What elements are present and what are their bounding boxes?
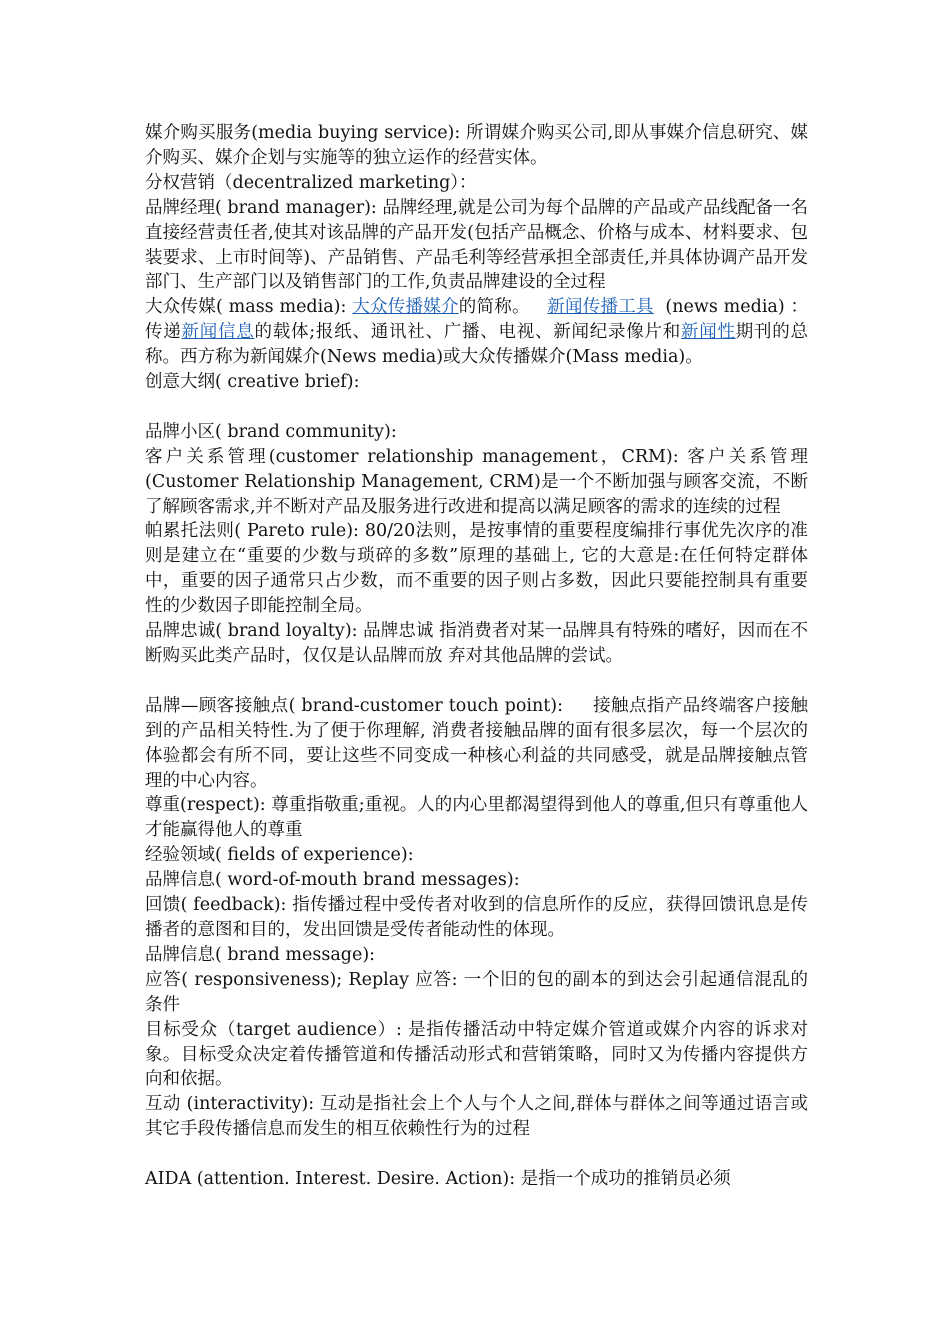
term-brand-loyalty: 品牌忠诚( brand loyalty): 品牌忠诚 指消费者对某一品牌具有特殊的嗜好，因而在不断购买此类产品时，仅仅是认品牌而放 弃对其他品牌的尝试。 — [145, 621, 808, 667]
mass-media-text-b: 的简称。 — [458, 297, 548, 318]
term-brand-customer-touch-point: 品牌—顾客接触点( brand-customer touch point): 接触点指产品终端客户接触到的产品相关特性.为了便于你理解, 消费者接触品牌的面有很多层次，每一个层次的体验都会有所不同，要让这些不同变成一种核心利益的共同感受，就是品牌接触点管理的中心内容。 — [145, 695, 808, 791]
term-word-of-mouth-brand-messages: 品牌信息( word-of-mouth brand messages): — [145, 870, 520, 891]
mass-media-text-e: 期刊的总称。西方称为新闻媒介(News media)或大众传播媒介(Mass media)。 — [145, 322, 809, 368]
term-fields-of-experience: 经验领域( fields of experience): — [145, 845, 414, 866]
link-mass-communication-media[interactable]: 大众传播媒介 — [352, 297, 459, 318]
blank-line — [145, 1142, 808, 1167]
blank-line — [145, 395, 808, 420]
term-brand-message: 品牌信息( brand message): — [145, 944, 376, 965]
link-newsworthiness[interactable]: 新闻性 — [681, 322, 736, 343]
link-news-information[interactable]: 新闻信息 — [181, 322, 255, 343]
mass-media-text-c: (news media) ：传递 — [145, 297, 808, 343]
term-aida: AIDA (attention. Interest. Desire. Action): 是指一个成功的推销员必须 — [145, 1169, 731, 1190]
term-brand-manager: 品牌经理( brand manager): 品牌经理,就是公司为每个品牌的产品或产品线配备一名直接经营责任者,使其对该品牌的产品开发(包括产品概念、价格与成本、材料要求、包装要求、上市时间等)、产品销售、产品毛利等经营承担全部责任,并具体协调产品开发部门、生产部门以及销售部门的工作,负责品牌建设的全过程 — [145, 197, 808, 293]
term-pareto-rule: 帕累托法则( Pareto rule): 80/20法则，是按事情的重要程度编排行事优先次序的准则是建立在“重要的少数与琐碎的多数”原理的基础上, 它的大意是:在任何特定群体中，重要的因子通常只占少数，而不重要的因子则占多数，因此只要能控制具有重要性的少数因子即能控制全局。 — [145, 521, 808, 617]
link-news-communication-tool[interactable]: 新闻传播工具 — [547, 297, 654, 318]
term-media-buying-service: 媒介购买服务(media buying service): 所谓媒介购买公司,即从事媒介信息研究、媒介购买、媒介企划与实施等的独立运作的经营实体。 — [145, 123, 808, 168]
term-decentralized-marketing: 分权营销（decentralized marketing）： — [145, 172, 477, 193]
term-respect: 尊重(respect): 尊重指敬重;重视。人的内心里都渴望得到他人的尊重,但只有尊重他人才能赢得他人的尊重 — [145, 795, 808, 841]
term-interactivity: 互动 (interactivity): 互动是指社会上个人与个人之间,群体与群体之间等通过语言或其它手段传播信息而发生的相互依赖性行为的过程 — [145, 1094, 808, 1140]
mass-media-text-d: 的载体;报纸、通讯社、广播、电视、新闻纪录像片和 — [254, 322, 681, 343]
term-crm: 客户关系管理(customer relationship management，CRM): 客户关系管理(Customer Relationship Management, CRM)是一个不断加强与顾客交流，不断了解顾客需求,并不断对产品及服务进行改进和提高以满足顾客的需求的连续的过程 — [145, 446, 808, 517]
term-responsiveness: 应答( responsiveness); Replay 应答: 一个旧的包的副本的到达会引起通信混乱的条件 — [145, 969, 808, 1015]
term-mass-media — [145, 295, 808, 370]
blank-line — [145, 669, 808, 694]
mass-media-text-a: 大众传媒( mass media): — [145, 297, 353, 318]
term-creative-brief: 创意大纲( creative brief): — [145, 372, 360, 393]
document-body — [145, 121, 808, 1192]
term-feedback: 回馈( feedback): 指传播过程中受传者对收到的信息所作的反应，获得回馈讯息是传播者的意图和目的，发出回馈是受传者能动性的体现。 — [145, 895, 808, 940]
term-target-audience: 目标受众（target audience）: 是指传播活动中特定媒介管道或媒介内容的诉求对象。目标受众决定着传播管道和传播活动形式和营销策略，同时又为传播内容提供方向和依据。 — [145, 1019, 808, 1090]
term-brand-community: 品牌小区( brand community): — [145, 421, 397, 442]
